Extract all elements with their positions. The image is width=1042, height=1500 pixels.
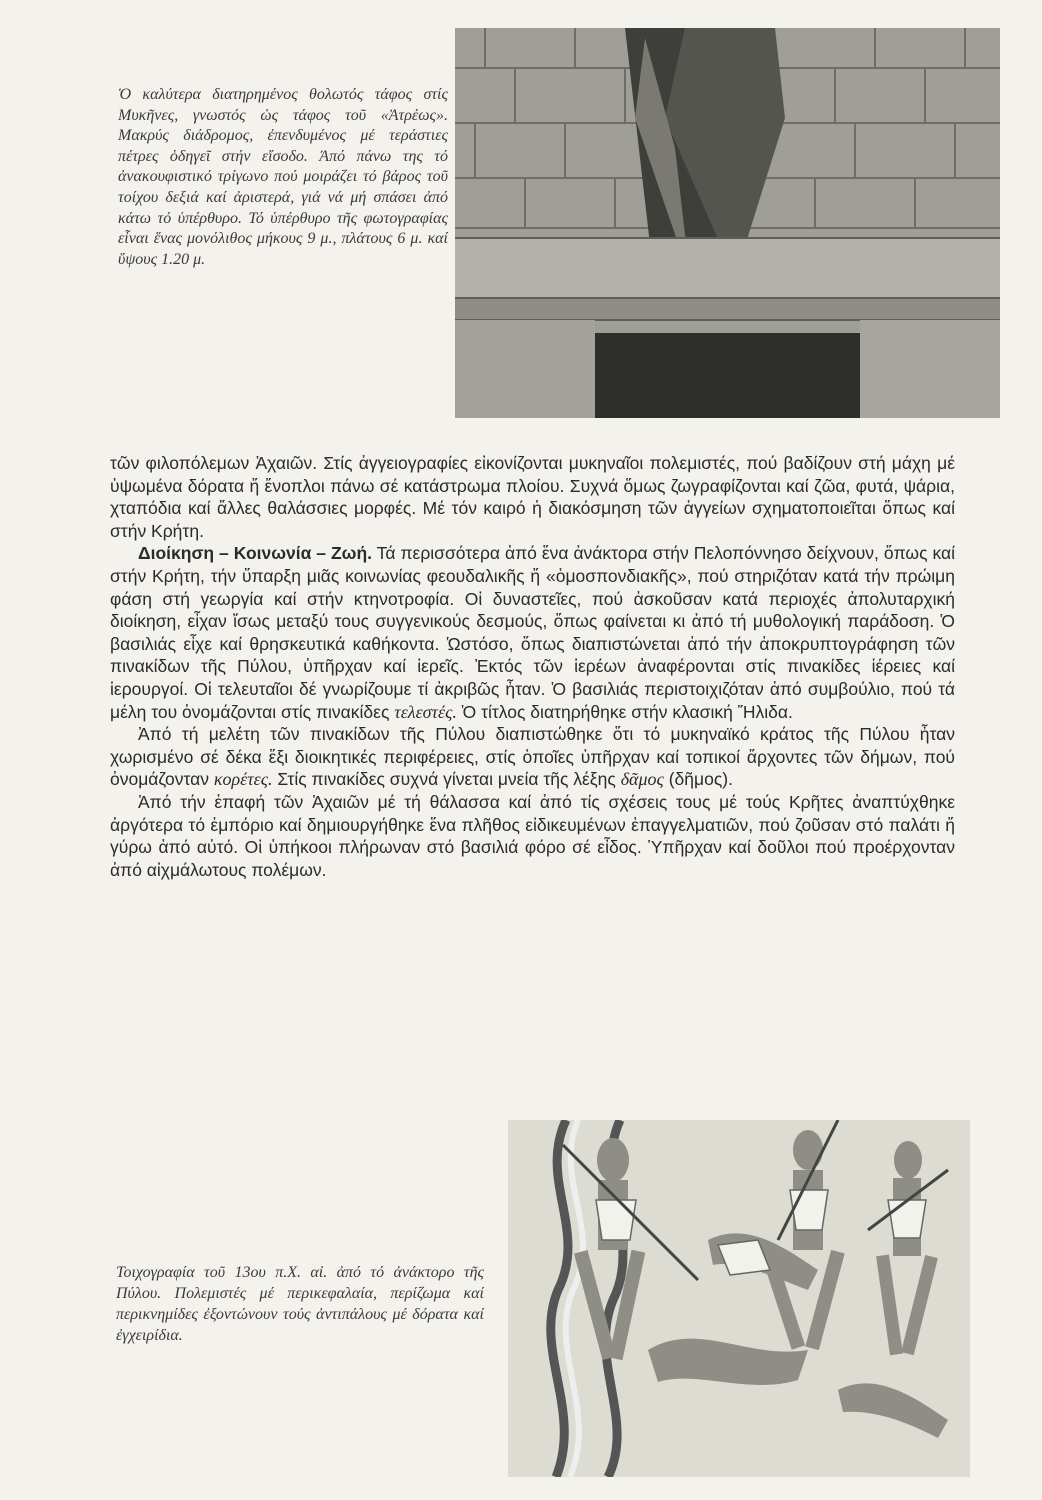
fresco-caption: Τοιχογραφία τοῦ 13ου π.Χ. αἰ. ἀπό τό ἀνάκτορο τῆς Πύλου. Πολεμιστές μέ περικεφαλαία, περίζωμα καί περικνημίδες ἐξοντώνουν τούς ἀντιπάλους μέ δόρατα καί ἐγχειρίδια. — [116, 1264, 484, 1344]
stone-doorway-illustration — [455, 28, 1000, 418]
paragraph-3-text-a: Ἀπό τή μελέτη τῶν πινακίδων τῆς Πύλου διαπιστώθηκε ὅτι τό μυκηναϊκό κράτος τῆς Πύλου ἦταν χωρισμένο σέ δέκα ἕξι διοικητικές περιφέρειες, στίς ὁποῖες ὑπῆρχαν καί τοπικοί ἄρχοντες τῶν δήμων, πού ὀνομάζονταν — [110, 724, 955, 790]
term-damos: δᾶμος — [620, 769, 664, 790]
pylos-fresco-image — [508, 1120, 970, 1477]
term-telestes: τελεστές. — [394, 701, 457, 722]
paragraph-2 — [110, 542, 955, 723]
section-heading: Διοίκηση – Κοινωνία – Ζωή. — [138, 543, 372, 564]
paragraph-2-text-b: Ὁ τίτλος διατηρήθηκε στήν κλασική Ἤλιδα. — [456, 701, 793, 722]
paragraph-2-text-a: Τά περισσότερα ἀπό ἕνα ἀνάκτορα στήν Πελοπόννησο δείχνουν, ὅπως καί στήν Κρήτη, τήν ὕπαρξη μιᾶς κοινωνίας φεουδαλικῆς ἤ «ὁμοσπονδιακῆς», πού στηριζόταν κατά τήν πρώιμη φάση στή γεωργία καί στήν κτηνοτροφία. Οἱ δυναστεῖες, πού ἀσκοῦσαν κατά περιοχές ἀπολυταρχική διοίκηση, εἶχαν ἴσως μεταξύ τους συγγενικούς δεσμούς, ὅπως φαίνεται κι ἀπό τή μυθολογική παράδοση. Ὁ βασιλιάς εἶχε καί θρησκευτικά καθήκοντα. Ὡστόσο, ὅπως διαπιστώνεται ἀπό τήν ἀποκρυπτογράφηση τῶν πινακίδων τῆς Πύλου, ὑπῆρχαν καί ἱερεῖς. Ἐκτός τῶν ἱερέων ἀναφέρονται στίς πινακίδες ἱέρειες καί ἱερουργοί. Οἱ τελευταῖοι δέ γνωρίζουμε τί ἀκριβῶς ἦταν. Ὁ βασιλιάς περιστοιχιζόταν ἀπό συμβούλιο, πού τά μέλη του ὀνομάζονται στίς πινακίδες — [110, 543, 955, 722]
treasury-of-atreus-photo — [455, 28, 1000, 418]
photo-caption: Ὁ καλύτερα διατηρημένος θολωτός τάφος στίς Μυκῆνες, γνωστός ὡς τάφος τοῦ «Ἀτρέως». Μακρύς διάδρομος, ἐπενδυμένος μέ τεράστιες πέτρες ὁδηγεῖ στήν εἴσοδο. Ἀπό πάνω της τό ἀνακουφιστικό τρίγωνο πού μοιράζει τό βάρος τοῦ τοίχου δεξιά καί ἀριστερά, γιά νά μή σπάσει ἀπό κάτω τό ὑπέρθυρο. Τό ὑπέρθυρο τῆς φωτογραφίας εἶναι ἕνας μονόλιθος μήκους 9 μ., πλάτους 6 μ. καί ὕψους 1.20 μ. — [118, 86, 448, 268]
paragraph-3-text-c: (δῆμος). — [663, 769, 733, 790]
paragraph-3-text-b: Στίς πινακίδες συχνά γίνεται μνεία τῆς λέξης — [272, 769, 621, 790]
paragraph-4: Ἀπό τήν ἐπαφή τῶν Ἀχαιῶν μέ τή θάλασσα καί ἀπό τίς σχέσεις τους μέ τούς Κρῆτες ἀναπτύχθηκε ἀργότερα τό ἐμπόριο καί δημιουργήθηκε ἕνα πλῆθος εἰδικευμένων ἐπαγγελματιῶν, πού ζοῦσαν στό παλάτι ἤ γύρω ἀπό αὐτό. Οἱ ὑπήκοοι πλήρωναν στό βασιλιά φόρο σέ εἶδος. Ὑπῆρχαν καί δοῦλοι πού προέρχονταν ἀπό αἰχμάλωτους πολέμων. — [110, 791, 955, 880]
term-koretes: κορέτες. — [213, 769, 273, 790]
battle-fresco-illustration — [508, 1120, 970, 1477]
paragraph-1: τῶν φιλοπόλεμων Ἀχαιῶν. Στίς ἀγγειογραφίες εἰκονίζονται μυκηναῖοι πολεμιστές, πού βαδίζουν στή μάχη μέ ὑψωμένα δόρατα ἤ ἔνοπλοι πάνω σέ κατάστρωμα πλοίου. Συχνά ὅμως ζωγραφίζονται καί ζῶα, φυτά, ψάρια, χταπόδια καί ἄλλες θαλάσσιες μορφές. Μέ τόν καιρό ἡ διακόσμηση τῶν ἀγγείων σχηματοποιεῖται ὅπως καί στήν Κρήτη. — [110, 453, 955, 541]
paragraph-3 — [110, 723, 955, 791]
main-text — [110, 452, 955, 881]
